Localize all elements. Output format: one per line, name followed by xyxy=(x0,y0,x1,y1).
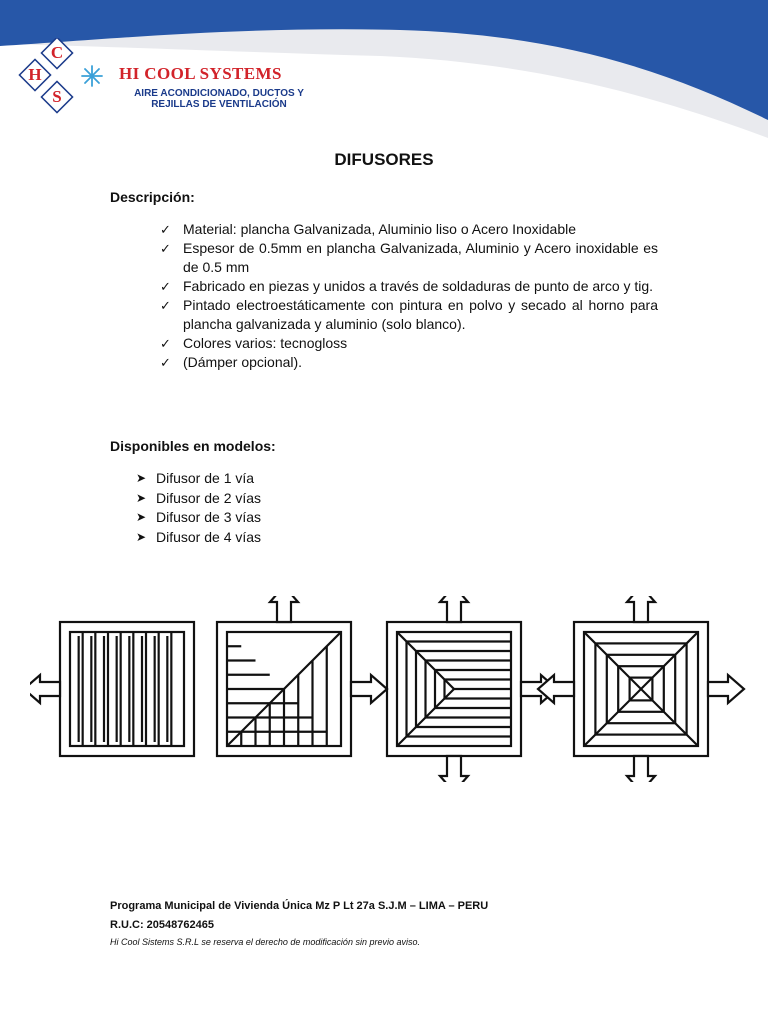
list-item-text: Pintado electroestáticamente con pintura en polvo y secado al horno para plancha galvanizada y aluminio (solo blanco). xyxy=(183,297,658,332)
check-mark-icon: ✓ xyxy=(160,222,171,237)
logo-letter-c: C xyxy=(50,43,64,62)
list-item xyxy=(160,334,658,353)
header-band xyxy=(0,0,768,150)
diffuser-4-way xyxy=(538,596,744,782)
check-mark-icon: ✓ xyxy=(160,336,171,351)
list-item-text: Difusor de 2 vías xyxy=(156,489,262,506)
check-mark-icon: ✓ xyxy=(160,355,171,370)
list-item-text: Material: plancha Galvanizada, Aluminio liso o Acero Inoxidable xyxy=(183,221,577,237)
description-list xyxy=(160,220,658,372)
list-item xyxy=(136,489,261,509)
list-item-text: Difusor de 3 vías xyxy=(156,509,262,525)
diffusers-illustration xyxy=(30,596,750,782)
diffuser-outer-frame xyxy=(60,622,194,756)
diffuser-3-way xyxy=(387,596,557,782)
logo-letter-s: S xyxy=(52,87,62,106)
arrowhead-icon: ➤ xyxy=(136,471,147,485)
diffuser-1-way xyxy=(30,622,194,756)
airflow-arrow-icon xyxy=(440,756,468,782)
list-item xyxy=(136,508,261,528)
list-item xyxy=(160,353,658,372)
arrowhead-icon: ➤ xyxy=(136,490,147,505)
footer-ruc: R.U.C: 20548762465 xyxy=(110,919,214,931)
snowflake-icon xyxy=(82,66,102,86)
company-tagline: AIRE ACONDICIONADO, DUCTOS Y REJILLAS DE VENTILACIÓN xyxy=(134,88,304,110)
company-logo xyxy=(12,38,112,128)
arrowhead-icon: ➤ xyxy=(136,529,147,544)
list-item-text: (Dámper opcional). xyxy=(183,354,303,370)
page-title: DIFUSORES xyxy=(334,150,434,169)
airflow-arrow-icon xyxy=(627,596,655,622)
list-item-text: Difusor de 1 vía xyxy=(156,470,255,486)
footer-note: Hi Cool Sistems S.R.L se reserva el derecho de modificación sin previo aviso. xyxy=(110,937,420,947)
list-item xyxy=(160,296,658,334)
airflow-arrow-icon xyxy=(627,756,655,782)
company-name: HI COOL SYSTEMS xyxy=(119,64,282,83)
list-item xyxy=(136,528,261,548)
list-item xyxy=(160,277,658,296)
airflow-arrow-icon xyxy=(351,675,387,703)
footer-address: Programa Municipal de Vivienda Única Mz P Lt 27a S.J.M – LIMA – PERU xyxy=(110,900,489,912)
diffuser-2-way xyxy=(217,596,387,756)
airflow-arrow-icon xyxy=(30,675,60,703)
list-item xyxy=(136,469,261,489)
description-heading: Descripción: xyxy=(110,189,195,205)
models-heading: Disponibles en modelos: xyxy=(110,438,276,454)
check-mark-icon: ✓ xyxy=(160,279,171,294)
list-item-text: Difusor de 4 vías xyxy=(156,528,262,545)
list-item-text: Colores varios: tecnogloss xyxy=(183,335,348,351)
list-item-text: Espesor de 0.5mm en plancha Galvanizada, Aluminio y Acero inoxidable es de 0.5 mm xyxy=(183,240,658,275)
logo-letter-h: H xyxy=(28,65,42,84)
airflow-arrow-icon xyxy=(708,675,744,703)
airflow-arrow-icon xyxy=(440,596,468,622)
list-item xyxy=(160,220,658,239)
models-list xyxy=(136,469,261,547)
header-band-blue xyxy=(0,0,768,120)
airflow-arrow-icon xyxy=(270,596,298,622)
check-mark-icon: ✓ xyxy=(160,241,171,256)
list-item xyxy=(160,239,658,277)
list-item-text: Fabricado en piezas y unidos a través de soldaduras de punto de arco y tig. xyxy=(183,278,654,294)
check-mark-icon: ✓ xyxy=(160,298,171,313)
arrowhead-icon: ➤ xyxy=(136,510,147,524)
